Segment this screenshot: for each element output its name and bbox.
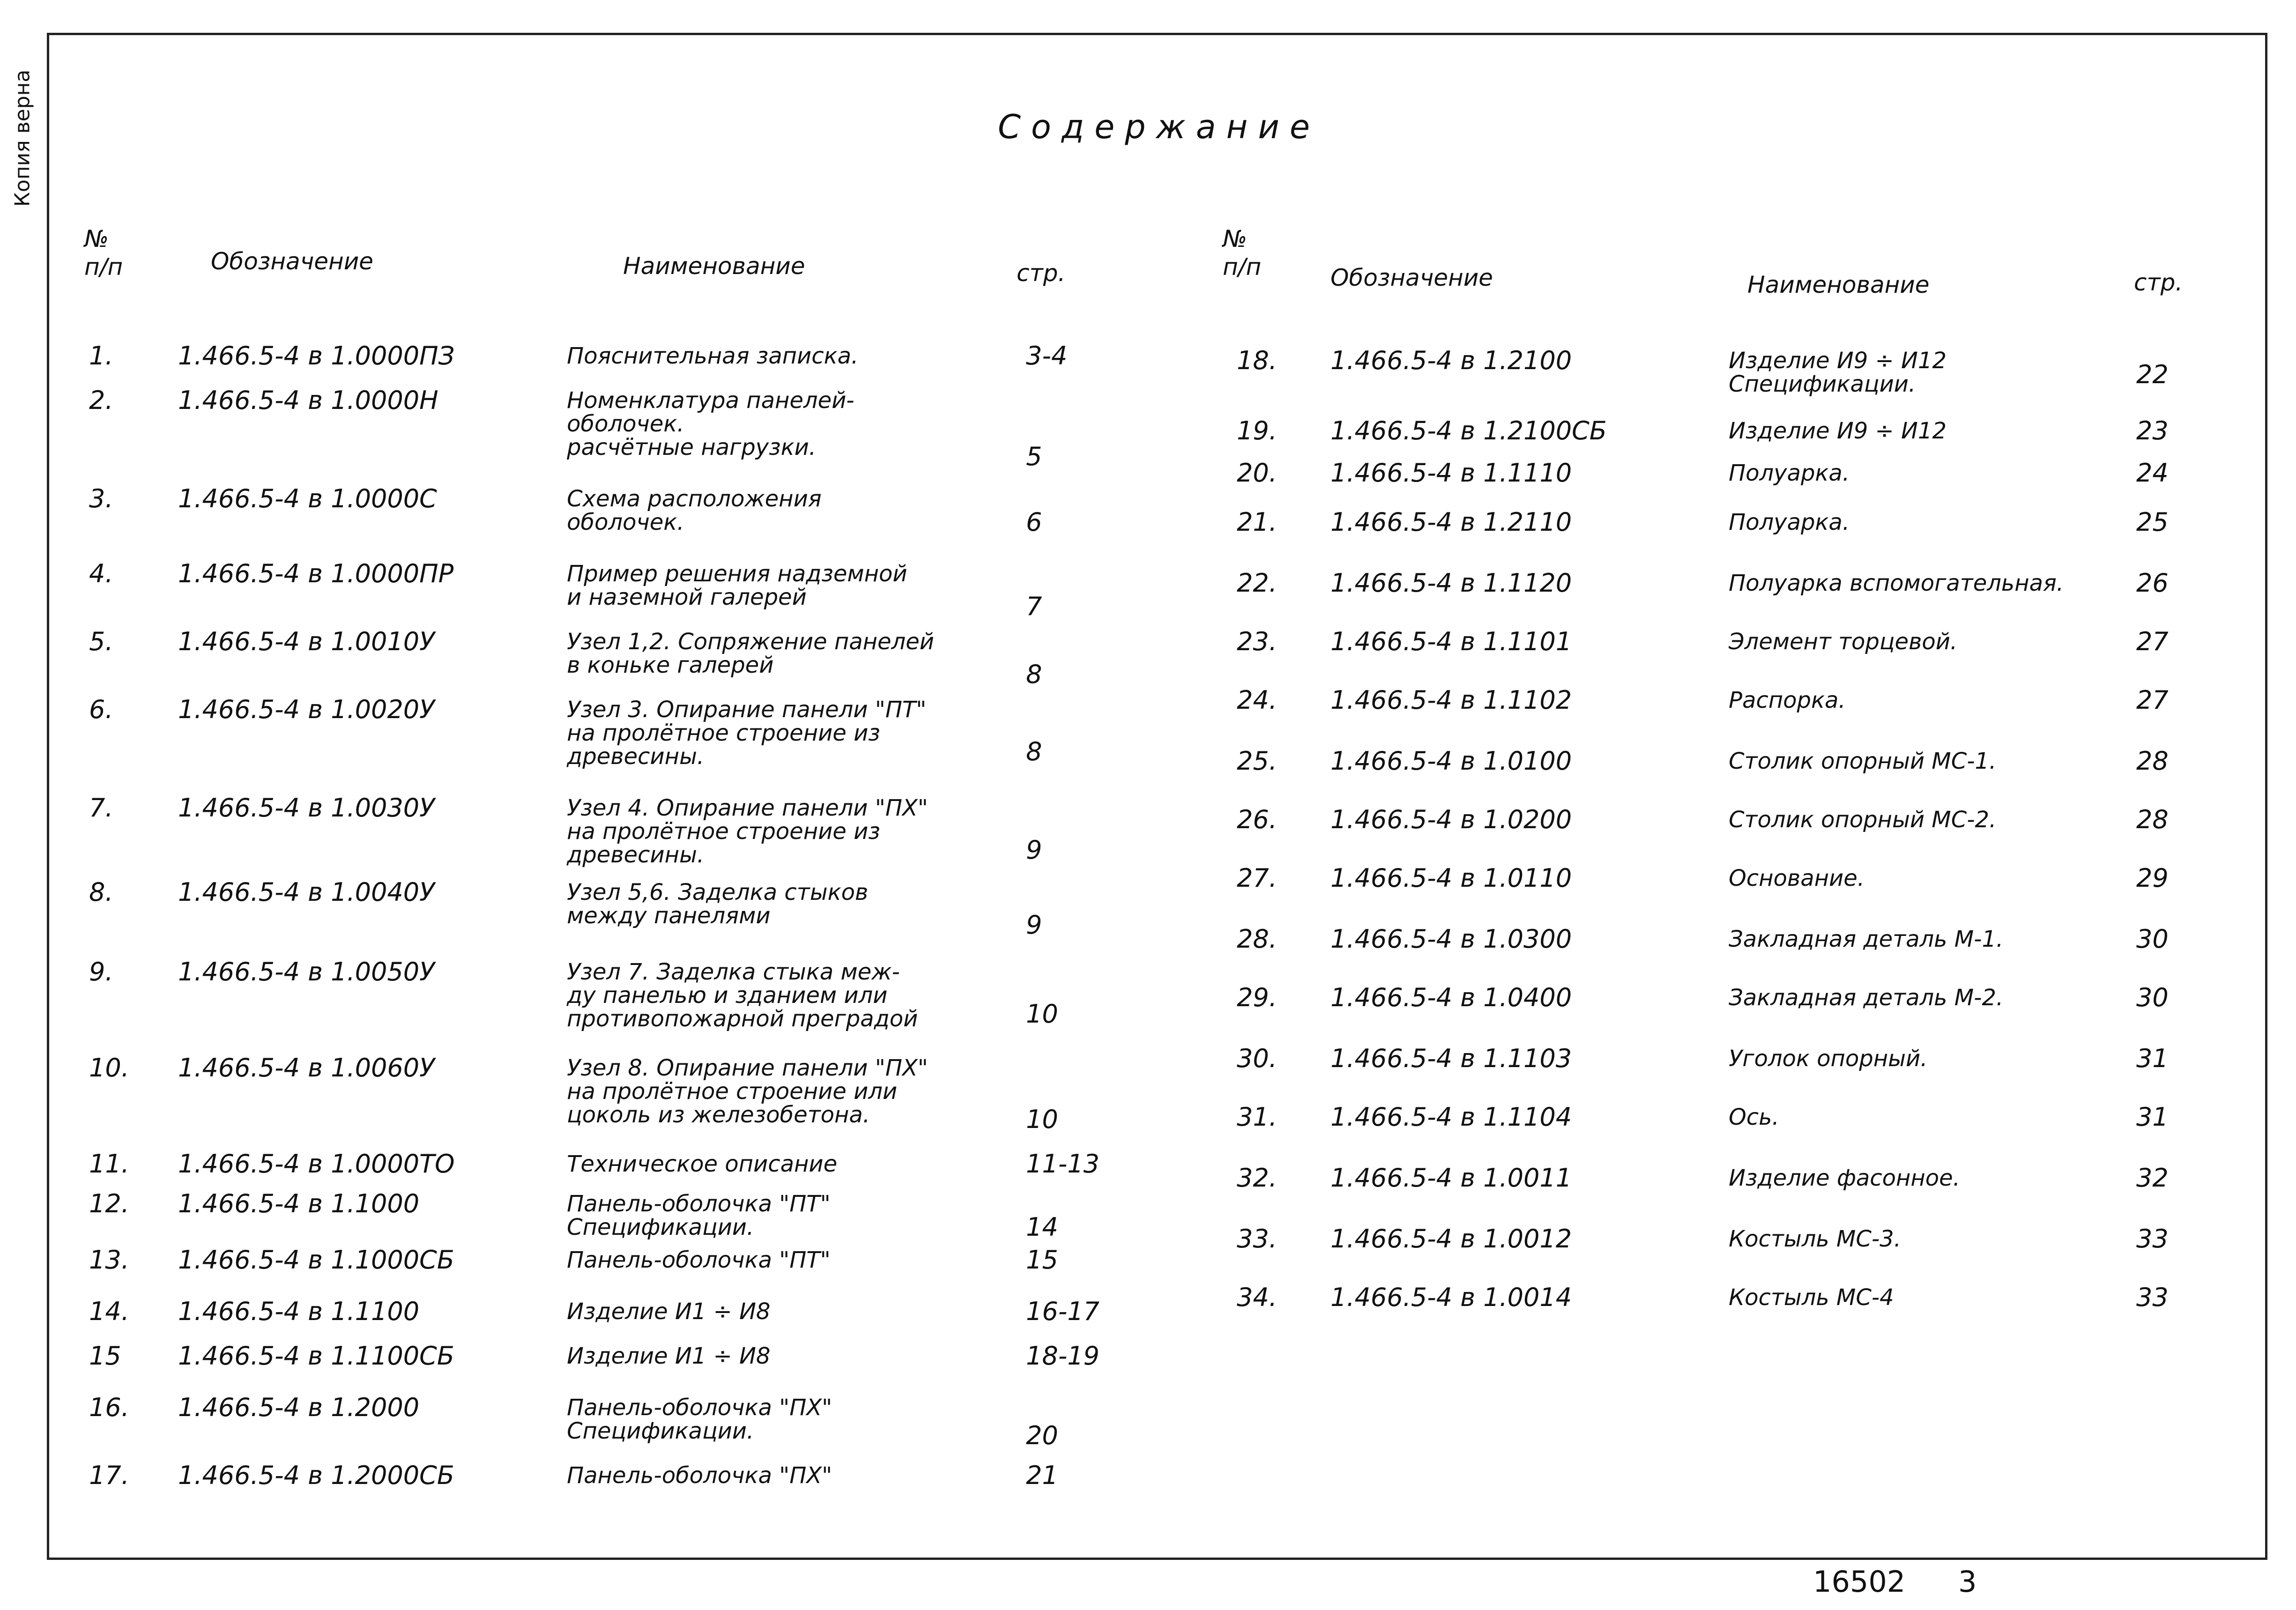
row-number: 8. xyxy=(89,877,113,907)
row-name: Узел 3. Опирание панели "ПТ" на пролётное строение из древесины. xyxy=(567,697,927,770)
copy-stamp-text: Копия верна xyxy=(10,69,35,207)
right-header-designation: Обозначение xyxy=(1330,264,1493,291)
right-header-no: № п/п xyxy=(1223,225,1262,281)
row-designation: 1.466.5-4 в 1.0011 xyxy=(1330,1163,1572,1193)
row-page: 8 xyxy=(1026,737,1042,766)
row-name: Панель-оболочка "ПХ" xyxy=(567,1462,832,1489)
row-designation: 1.466.5-4 в 1.2110 xyxy=(1330,507,1572,537)
row-name: Закладная деталь М-1. xyxy=(1729,926,2004,952)
row-name: Узел 1,2. Сопряжение панелей в коньке галерей xyxy=(567,629,934,678)
row-designation: 1.466.5-4 в 1.0040У xyxy=(178,877,435,907)
row-page: 9 xyxy=(1026,835,1042,865)
left-header-designation: Обозначение xyxy=(211,248,373,275)
sheet-number: 3 xyxy=(1958,1565,1977,1599)
row-name: Изделие И1 ÷ И8 xyxy=(567,1298,771,1325)
row-name: Уголок опорный. xyxy=(1729,1046,1928,1072)
row-page: 22 xyxy=(2136,360,2169,389)
row-name: Полуарка. xyxy=(1729,509,1850,535)
row-number: 18. xyxy=(1237,346,1277,375)
row-name: Техническое описание xyxy=(567,1151,838,1177)
row-name: Ось. xyxy=(1729,1104,1779,1130)
row-page: 32 xyxy=(2136,1163,2169,1193)
row-number: 9. xyxy=(89,957,113,987)
row-page: 26 xyxy=(2136,568,2169,598)
row-name: Пояснительная записка. xyxy=(567,343,859,369)
row-page: 27 xyxy=(2136,685,2169,715)
row-number: 29. xyxy=(1237,983,1277,1012)
row-designation: 1.466.5-4 в 1.0020У xyxy=(178,695,435,724)
document-number: 16502 xyxy=(1813,1565,1906,1599)
row-name: Столик опорный МС-1. xyxy=(1729,748,1997,774)
row-designation: 1.466.5-4 в 1.0200 xyxy=(1330,805,1572,834)
row-designation: 1.466.5-4 в 1.0000ПЗ xyxy=(178,341,455,371)
row-page: 21 xyxy=(1026,1461,1058,1490)
row-number: 11. xyxy=(89,1149,129,1179)
row-designation: 1.466.5-4 в 1.0000С xyxy=(178,484,437,513)
row-number: 2. xyxy=(89,386,113,415)
left-header-no: № п/п xyxy=(84,225,123,281)
row-page: 24 xyxy=(2136,458,2169,488)
row-designation: 1.466.5-4 в 1.1100 xyxy=(178,1297,420,1326)
row-page: 8 xyxy=(1026,660,1042,689)
row-name: Закладная деталь М-2. xyxy=(1729,985,2004,1011)
row-page: 30 xyxy=(2136,983,2169,1012)
row-number: 19. xyxy=(1237,416,1277,445)
row-number: 28. xyxy=(1237,924,1277,954)
row-number: 31. xyxy=(1237,1102,1277,1132)
row-page: 33 xyxy=(2136,1224,2169,1254)
row-name: Номенклатура панелей- оболочек. расчётные нагрузки. xyxy=(567,387,854,460)
row-designation: 1.466.5-4 в 1.0012 xyxy=(1330,1224,1572,1254)
row-number: 15 xyxy=(89,1341,121,1371)
row-number: 21. xyxy=(1237,507,1277,537)
row-number: 12. xyxy=(89,1189,129,1218)
row-designation: 1.466.5-4 в 1.2000СБ xyxy=(178,1461,454,1490)
row-number: 7. xyxy=(89,793,113,823)
row-designation: 1.466.5-4 в 1.1110 xyxy=(1330,458,1572,488)
row-designation: 1.466.5-4 в 1.0110 xyxy=(1330,863,1572,893)
row-designation: 1.466.5-4 в 1.0030У xyxy=(178,793,435,823)
row-name: Столик опорный МС-2. xyxy=(1729,807,1997,833)
row-designation: 1.466.5-4 в 1.1000 xyxy=(178,1189,420,1218)
row-designation: 1.466.5-4 в 1.0000ТО xyxy=(178,1149,455,1179)
row-number: 13. xyxy=(89,1245,129,1275)
row-designation: 1.466.5-4 в 1.2100 xyxy=(1330,346,1572,375)
row-designation: 1.466.5-4 в 1.0060У xyxy=(178,1053,435,1083)
row-number: 17. xyxy=(89,1461,129,1490)
row-name: Схема расположения оболочек. xyxy=(567,486,822,535)
row-number: 3. xyxy=(89,484,113,513)
row-page: 18-19 xyxy=(1026,1341,1100,1371)
row-number: 23. xyxy=(1237,627,1277,656)
row-designation: 1.466.5-4 в 1.0050У xyxy=(178,957,435,987)
row-name: Пример решения надземной и наземной галерей xyxy=(567,561,907,610)
row-page: 23 xyxy=(2136,416,2169,445)
row-designation: 1.466.5-4 в 1.0400 xyxy=(1330,983,1572,1012)
row-page: 20 xyxy=(1026,1421,1058,1450)
row-name: Полуарка вспомогательная. xyxy=(1729,570,2064,596)
row-page: 9 xyxy=(1026,910,1042,940)
row-name: Изделие И9 ÷ И12 Спецификации. xyxy=(1729,348,1947,397)
row-page: 30 xyxy=(2136,924,2169,954)
row-name: Элемент торцевой. xyxy=(1729,629,1958,655)
row-name: Панель-оболочка "ПТ" Спецификации. xyxy=(567,1191,831,1240)
page-title: Содержание xyxy=(998,108,1320,146)
row-designation: 1.466.5-4 в 1.1104 xyxy=(1330,1102,1572,1132)
row-page: 29 xyxy=(2136,863,2169,893)
left-header-name: Наименование xyxy=(623,252,805,280)
row-page: 10 xyxy=(1026,999,1058,1029)
row-name: Распорка. xyxy=(1729,687,1846,713)
row-designation: 1.466.5-4 в 1.0000Н xyxy=(178,386,438,415)
row-page: 25 xyxy=(2136,507,2169,537)
row-number: 6. xyxy=(89,695,113,724)
row-name: Изделие И1 ÷ И8 xyxy=(567,1343,771,1369)
row-designation: 1.466.5-4 в 1.1102 xyxy=(1330,685,1572,715)
row-page: 27 xyxy=(2136,627,2169,656)
row-name: Узел 5,6. Заделка стыков между панелями xyxy=(567,879,869,929)
row-designation: 1.466.5-4 в 1.1120 xyxy=(1330,568,1572,598)
row-page: 16-17 xyxy=(1026,1297,1100,1326)
row-name: Узел 7. Заделка стыка меж- ду панелью и зданием или противопожарной преградой xyxy=(567,959,918,1032)
right-header-page: стр. xyxy=(2134,269,2183,296)
row-number: 1. xyxy=(89,341,113,371)
row-number: 32. xyxy=(1237,1163,1277,1193)
row-number: 24. xyxy=(1237,685,1277,715)
row-number: 25. xyxy=(1237,746,1277,776)
row-name: Изделие фасонное. xyxy=(1729,1165,1960,1191)
right-header-name: Наименование xyxy=(1747,271,1930,298)
row-number: 34. xyxy=(1237,1283,1277,1312)
row-number: 5. xyxy=(89,627,113,656)
row-designation: 1.466.5-4 в 1.0300 xyxy=(1330,924,1572,954)
row-number: 27. xyxy=(1237,863,1277,893)
row-name: Полуарка. xyxy=(1729,460,1850,486)
row-name: Панель-оболочка "ПХ" Спецификации. xyxy=(567,1395,832,1444)
row-designation: 1.466.5-4 в 1.0014 xyxy=(1330,1283,1572,1312)
row-number: 22. xyxy=(1237,568,1277,598)
row-name: Панель-оболочка "ПТ" xyxy=(567,1247,831,1273)
row-designation: 1.466.5-4 в 1.2000 xyxy=(178,1393,420,1422)
row-number: 16. xyxy=(89,1393,129,1422)
row-designation: 1.466.5-4 в 1.1000СБ xyxy=(178,1245,454,1275)
row-page: 14 xyxy=(1026,1212,1058,1242)
row-name: Основание. xyxy=(1729,865,1865,891)
row-page: 11-13 xyxy=(1026,1149,1100,1179)
row-number: 30. xyxy=(1237,1044,1277,1073)
row-page: 7 xyxy=(1026,592,1042,621)
row-name: Изделие И9 ÷ И12 xyxy=(1729,418,1947,444)
row-number: 10. xyxy=(89,1053,129,1083)
row-designation: 1.466.5-4 в 1.0100 xyxy=(1330,746,1572,776)
row-page: 33 xyxy=(2136,1283,2169,1312)
row-designation: 1.466.5-4 в 1.1100СБ xyxy=(178,1341,454,1371)
row-name: Узел 4. Опирание панели "ПХ" на пролётное строение из древесины. xyxy=(567,795,928,868)
row-number: 14. xyxy=(89,1297,129,1326)
row-page: 6 xyxy=(1026,507,1042,537)
row-name: Узел 8. Опирание панели "ПХ" на пролётное строение или цоколь из железобетона. xyxy=(567,1055,928,1128)
row-designation: 1.466.5-4 в 1.0010У xyxy=(178,627,435,656)
row-page: 28 xyxy=(2136,746,2169,776)
row-name: Костыль МС-4 xyxy=(1729,1284,1894,1311)
row-page: 3-4 xyxy=(1026,341,1068,371)
row-number: 33. xyxy=(1237,1224,1277,1254)
row-designation: 1.466.5-4 в 1.1103 xyxy=(1330,1044,1572,1073)
row-page: 10 xyxy=(1026,1105,1058,1134)
row-number: 20. xyxy=(1237,458,1277,488)
row-page: 31 xyxy=(2136,1102,2169,1132)
row-name: Костыль МС-3. xyxy=(1729,1226,1901,1252)
row-page: 15 xyxy=(1026,1245,1058,1275)
row-designation: 1.466.5-4 в 1.0000ПР xyxy=(178,559,454,588)
row-page: 28 xyxy=(2136,805,2169,834)
left-header-page: стр. xyxy=(1017,260,1066,287)
row-designation: 1.466.5-4 в 1.1101 xyxy=(1330,627,1572,656)
row-designation: 1.466.5-4 в 1.2100СБ xyxy=(1330,416,1607,445)
row-page: 5 xyxy=(1026,442,1042,471)
row-number: 26. xyxy=(1237,805,1277,834)
row-number: 4. xyxy=(89,559,113,588)
row-page: 31 xyxy=(2136,1044,2169,1073)
copy-stamp xyxy=(8,61,37,215)
